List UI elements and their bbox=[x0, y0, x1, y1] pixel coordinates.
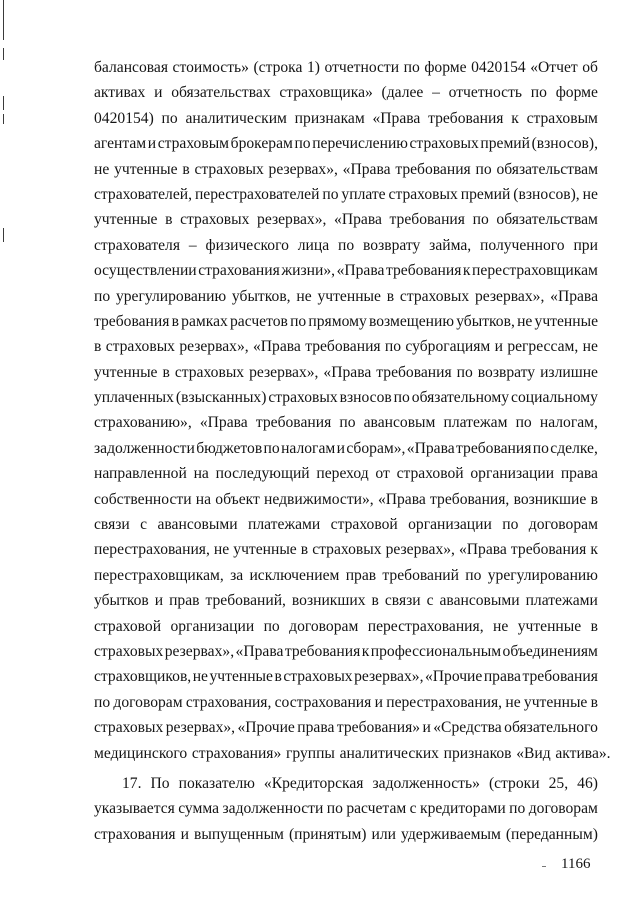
text-line: перестрахования, не учтенные в страховых резервах», «Права требования к bbox=[94, 541, 598, 559]
text-line: учтенные в страховых резервах», «Права требования по обязательствам bbox=[94, 211, 598, 229]
text-line: 0420154) по аналитическим признакам «Права требования к страховым bbox=[94, 109, 598, 127]
scan-artifact-mark bbox=[3, 48, 4, 60]
text-line: по договорам страхования, сострахования и перестрахования, не учтенные в bbox=[94, 693, 598, 711]
text-line: задолженности бюджетов по налогам и сборам», «Права требования по сделке, bbox=[94, 439, 598, 457]
text-line: указывается сумма задолженности по расчетам с кредиторами по договорам bbox=[94, 800, 598, 818]
text-line: страхователя – физического лица по возврату займа, полученного при bbox=[94, 236, 598, 254]
text-line: страховых резервах», «Права требования к профессиональным объединениям bbox=[94, 642, 598, 660]
text-line: осуществлении страхования жизни», «Права требования к перестраховщикам bbox=[94, 262, 598, 280]
text-line: учтенные в страховых резервах», «Права требования по возврату излишне bbox=[94, 363, 598, 381]
page-number: 1166 bbox=[561, 856, 591, 872]
text-line: направленной на последующий переход от страховой организации права bbox=[94, 465, 598, 483]
text-line: активах и обязательствах страховщика» (далее – отчетность по форме bbox=[94, 84, 598, 102]
text-line: уплаченных (взысканных) страховых взносов по обязательному социальному bbox=[94, 389, 598, 407]
text-line: в страховых резервах», «Права требования по суброгациям и регрессам, не bbox=[94, 338, 598, 356]
text-line: страхования и выпущенным (принятым) или удерживаемым (переданным) bbox=[94, 825, 598, 843]
text-line: балансовая стоимость» (строка 1) отчетности по форме 0420154 «Отчет об bbox=[94, 59, 598, 76]
text-line: не учтенные в страховых резервах», «Права требования по обязательствам bbox=[94, 160, 598, 178]
text-line: требования в рамках расчетов по прямому возмещению убытков, не учтенные bbox=[94, 312, 598, 330]
text-line: по урегулированию убытков, не учтенные в страховых резервах», «Права bbox=[94, 287, 598, 305]
scan-artifact-mark bbox=[3, 114, 4, 124]
text-line: связи с авансовыми платежами страховой организации по договорам bbox=[94, 516, 598, 534]
text-line: страховщиков, не учтенные в страховых резервах», «Прочие права требования bbox=[94, 668, 598, 686]
text-line: страховых резервах», «Прочие права требования» и «Средства обязательного bbox=[94, 719, 598, 737]
text-line: страховой организации по договорам перестрахования, не учтенные в bbox=[94, 617, 598, 635]
text-line: страхователей, перестрахователей по уплате страховых премий (взносов), не bbox=[94, 185, 598, 203]
paragraph-creditor-debt bbox=[94, 771, 598, 847]
scan-speck bbox=[542, 866, 546, 867]
text-line: убытков и прав требований, возникших в связи с авансовыми платежами bbox=[94, 592, 598, 610]
text-line: собственности на объект недвижимости», «Права требования, возникшие в bbox=[94, 490, 598, 508]
text-line: 17. По показателю «Кредиторская задолженность» (строки 25, 46) bbox=[122, 774, 598, 792]
scan-artifact-mark bbox=[3, 228, 4, 242]
text-line: медицинского страхования» группы аналитических признаков «Вид актива». bbox=[94, 744, 611, 762]
text-line: перестраховщикам, за исключением прав требований по урегулированию bbox=[94, 566, 598, 584]
scan-artifact-mark bbox=[3, 96, 4, 110]
paragraph-assets bbox=[94, 55, 611, 766]
text-line: агентам и страховым брокерам по перечислению страховых премий (взносов), bbox=[94, 135, 598, 153]
document-body bbox=[94, 55, 611, 847]
text-line: страхованию», «Права требования по авансовым платежам по налогам, bbox=[94, 414, 598, 432]
scan-artifact-mark bbox=[3, 0, 4, 40]
